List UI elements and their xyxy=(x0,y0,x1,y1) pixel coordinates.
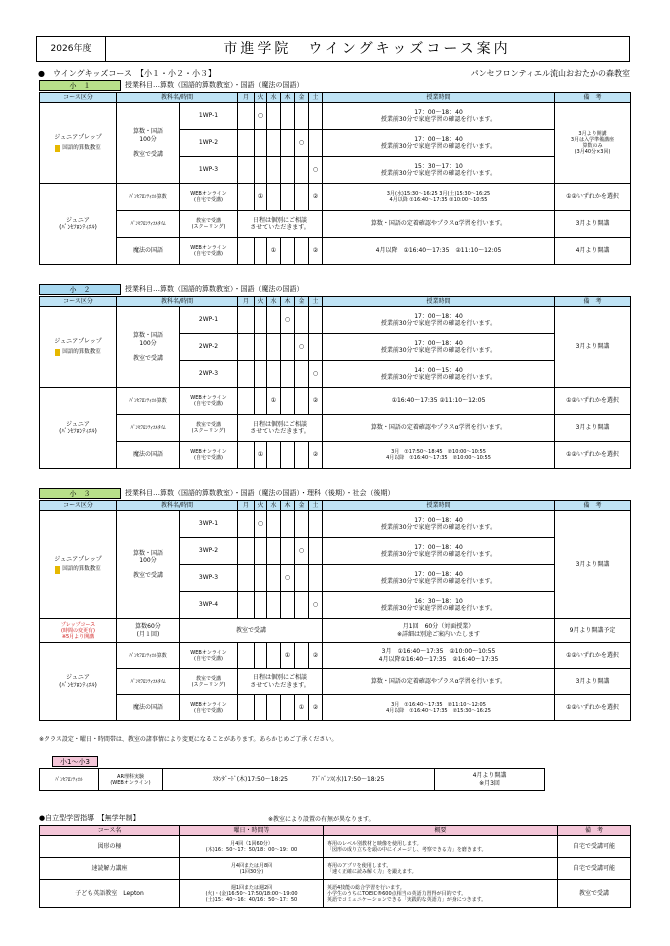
summary-cell: 専用のアプリを使用します。 「速く正確に読み解く力」を鍛えます。 xyxy=(324,858,558,880)
col-subject: 教科名/時間 xyxy=(117,297,238,307)
time-cell: 3月 ①16:40～17:35 ②10:00～10:55 4月以降①16:40～17:35 ②16:40～17:35 xyxy=(323,643,555,669)
grade2-table xyxy=(39,296,631,469)
day-mark: ○ xyxy=(309,592,323,619)
col-wed: 水 xyxy=(267,501,281,511)
time-cell: 算数・国語の定着確認やプラスα学習を行います。 xyxy=(323,669,555,695)
col-note: 備 考 xyxy=(555,501,631,511)
subject-cell: 魔法の国語 xyxy=(117,695,180,721)
school-name: パンセフロンティエル流山おおたかの森教室 xyxy=(470,69,630,78)
subject-cell: ﾊﾟﾝｾﾌﾛﾝﾃｨｴﾙ算数 xyxy=(117,388,180,415)
badge-icon: 国語的算数教室 xyxy=(55,566,101,574)
mode-cell: WEBオンライン (自宅で受講) xyxy=(180,695,238,721)
day-mark: ○ xyxy=(295,334,309,361)
category-cell: ジュニアプレップ 国語的算数教室 xyxy=(40,307,117,388)
page-header xyxy=(36,36,630,62)
col-mon: 月 xyxy=(238,93,255,103)
day-mark: ② xyxy=(309,388,323,415)
self-table xyxy=(39,825,631,908)
year-label: 2026年度 xyxy=(37,37,106,61)
subject-cell: 算数・国語 100分 教室で受講 xyxy=(117,511,180,619)
time-cell: 17：00～18：40 授業前30分で家庭学習の確認を行います。 xyxy=(323,103,555,130)
col-sat: 土 xyxy=(309,93,323,103)
subject-cell: ﾊﾟﾝｾﾌﾛﾝﾃｨｴﾙﾀｲﾑ xyxy=(117,415,180,442)
day-mark: ○ xyxy=(295,130,309,157)
subject-cell: 算数・国語 100分 教室で受講 xyxy=(117,307,180,388)
col-fri: 金 xyxy=(295,501,309,511)
category-cell: ジュニア (ﾊﾟﾝｾﾌﾛﾝﾃｨｴﾙ) xyxy=(40,643,117,721)
disclaimer: ※クラス設定・曜日・時間帯は、教室の諸事情により変更になることがあります。あらかじめご了承ください。 xyxy=(39,736,338,743)
when-cell: 月4回（1回60分） (木)16：50～17：50/18：00～19：00 xyxy=(180,836,324,858)
category-cell: ジュニア (ﾊﾟﾝｾﾌﾛﾝﾃｨｴﾙ) xyxy=(40,184,117,265)
ar-tag: 小1～小3 xyxy=(52,756,98,767)
col-tue: 火 xyxy=(255,501,267,511)
subject-cell: 魔法の国語 xyxy=(117,442,180,469)
time-cell: 算数・国語の定着確認やプラスα学習を行います。 xyxy=(323,211,555,238)
mode-cell: WEBオンライン (自宅で受講) xyxy=(180,238,238,265)
col-fri: 金 xyxy=(295,93,309,103)
day-mark: ① xyxy=(267,238,281,265)
note-cell: 3月より開講 xyxy=(555,211,631,238)
col-mon: 月 xyxy=(238,297,255,307)
badge-icon: 国語的算数教室 xyxy=(55,349,101,357)
day-mark: ① xyxy=(255,442,267,469)
col-thu: 木 xyxy=(281,297,295,307)
schedule-note: 日程は個別にご相談 させていただきます。 xyxy=(238,211,323,238)
col-wed: 水 xyxy=(267,297,281,307)
note-cell: ①②いずれかを選択 xyxy=(555,442,631,469)
time-cell: 4月以降 ①16:40～17:35 ②11:10～12:05 xyxy=(323,238,555,265)
col-note: 備 考 xyxy=(555,297,631,307)
mode-cell: 教室で受講 (スクーリング) xyxy=(180,669,238,695)
class-code: 1WP-1 xyxy=(180,103,238,130)
col-mon: 月 xyxy=(238,501,255,511)
subject-cell: 算数・国語 100分 教室で受講 xyxy=(117,103,180,184)
time-cell: 17：00～18：40 授業前30分で家庭学習の確認を行います。 xyxy=(323,511,555,538)
category-cell: ジュニア (ﾊﾟﾝｾﾌﾛﾝﾃｨｴﾙ) xyxy=(40,388,117,469)
category-cell: ジュニアプレップ 国語的算数教室 xyxy=(40,103,117,184)
col-when: 曜日・時間等 xyxy=(180,826,324,836)
col-thu: 木 xyxy=(281,93,295,103)
col-summary: 概要 xyxy=(324,826,558,836)
class-code: 3WP-3 xyxy=(180,565,238,592)
time-cell: 算数・国語の定着確認やプラスα学習を行います。 xyxy=(323,415,555,442)
col-time: 授業時間 xyxy=(323,501,555,511)
time-cell: 3月 ①17:50～18:45 ②10:00～10:55 4月以降 ①16:40～17:35 ②10:00～10:55 xyxy=(323,442,555,469)
mode-cell: WEBオンライン (自宅で受講) xyxy=(180,643,238,669)
time-cell: 3月 ①16:40～17:35 ②11:10～12:05 4月以降 ①16:40～17:35 ②15:30～16:25 xyxy=(323,695,555,721)
col-note: 備 考 xyxy=(558,826,631,836)
time-cell: ①16:40～17:35 ②11:10～12:05 xyxy=(323,388,555,415)
time-cell: 17：00～18：40 授業前30分で家庭学習の確認を行います。 xyxy=(323,130,555,157)
schedule-note: 日程は個別にご相談 させていただきます。 xyxy=(238,669,323,695)
category-cell: プレップコース (時間の変更有) ※5月より開講 xyxy=(40,619,117,643)
note-cell: 9月より開講予定 xyxy=(555,619,631,643)
day-mark: ① xyxy=(281,643,295,669)
time-cell: 17：00～18：40 授業前30分で家庭学習の確認を行います。 xyxy=(323,307,555,334)
subject-cell: ﾊﾟﾝｾﾌﾛﾝﾃｨｴﾙ算数 xyxy=(117,184,180,211)
subject-cell: ﾊﾟﾝｾﾌﾛﾝﾃｨｴﾙﾀｲﾑ xyxy=(117,211,180,238)
subject-cell: ﾊﾟﾝｾﾌﾛﾝﾃｨｴﾙ算数 xyxy=(117,643,180,669)
col-fri: 金 xyxy=(295,297,309,307)
day-mark: ○ xyxy=(309,157,323,184)
note-cell: ①②いずれかを選択 xyxy=(555,184,631,211)
time-cell: 17：00～18：40 授業前30分で家庭学習の確認を行います。 xyxy=(323,538,555,565)
self-heading: ●自立型学習指導 【無学年制】 xyxy=(39,814,140,822)
class-code: 2WP-1 xyxy=(180,307,238,334)
when-cell: 週1回または週2回 (火)・(金)16:50～17:50/18:00～19:00 (土)15：40～16：40/16：50～17：50 xyxy=(180,880,324,908)
table-row: 子ども英語教室 Lepton xyxy=(40,880,180,908)
mode-cell: 教室で受講 (スクーリング) xyxy=(180,211,238,238)
mode-cell: WEBオンライン (自宅で受講) xyxy=(180,388,238,415)
note-cell: ①②いずれかを選択 xyxy=(555,388,631,415)
note-cell: 3月より開講 xyxy=(555,415,631,442)
day-mark: ○ xyxy=(281,307,295,334)
ar-course: AR理科実験 (WEBオンライン) xyxy=(99,769,163,791)
col-note: 備 考 xyxy=(555,93,631,103)
col-name: コース名 xyxy=(40,826,180,836)
class-code: 1WP-3 xyxy=(180,157,238,184)
note-cell: 3月より開講 xyxy=(555,307,631,388)
grade1-subjects: 授業科目…算数（国語的算数教室）・国語（魔法の国語） xyxy=(125,81,304,89)
grade3-bar xyxy=(39,488,630,499)
day-mark: ○ xyxy=(255,511,267,538)
grade3-subjects: 授業科目…算数（国語的算数教室）・国語（魔法の国語）・理科（後期）・社会（後期） xyxy=(125,489,395,497)
self-memo: ※教室により設置の有無が異なります。 xyxy=(268,816,375,823)
day-mark: ① xyxy=(267,388,281,415)
day-mark: ① xyxy=(295,695,309,721)
note-cell: ①②いずれかを選択 xyxy=(555,695,631,721)
day-mark: ② xyxy=(309,442,323,469)
col-time: 授業時間 xyxy=(323,93,555,103)
summary-cell: 英語4技能の総合学習を行います。 小学生のうちにTOEIC®600点相当の英語力習得が目的です。 英語でコミュニケーションできる「実践的な英語力」が身につきます。 xyxy=(324,880,558,908)
time-cell: 17：00～18：40 授業前30分で家庭学習の確認を行います。 xyxy=(323,334,555,361)
col-sat: 土 xyxy=(309,297,323,307)
note-cell: 自宅で受講可能 xyxy=(558,836,631,858)
ar-time: ｽﾀﾝﾀﾞｰﾄﾞ(木)17:50～18:25 ｱﾄﾞﾊﾞﾝｽ(水)17:50～18:25 xyxy=(163,769,435,791)
time-cell: 月1回 60分（対面授業） ※詳細は別途ご案内いたします xyxy=(323,619,555,643)
mode-cell: WEBオンライン (自宅で受講) xyxy=(180,442,238,469)
note-cell: 3月より開講 xyxy=(555,669,631,695)
subject-cell: 魔法の国語 xyxy=(117,238,180,265)
col-thu: 木 xyxy=(281,501,295,511)
note-cell: 自宅で受講可能 xyxy=(558,858,631,880)
ar-table xyxy=(39,768,545,791)
day-mark: ② xyxy=(309,643,323,669)
table-row: 速読解力講座 xyxy=(40,858,180,880)
day-mark: ○ xyxy=(255,103,267,130)
class-code: 3WP-2 xyxy=(180,538,238,565)
day-mark: ○ xyxy=(281,565,295,592)
note-cell: 3月より開講 xyxy=(555,511,631,619)
course-heading: ● ウイングキッズコース 【小１・小２・小３】 xyxy=(38,69,217,78)
note-cell: ①②いずれかを選択 xyxy=(555,643,631,669)
mode-cell: 教室で受講 xyxy=(180,619,323,643)
class-code: 2WP-2 xyxy=(180,334,238,361)
course-heading-line xyxy=(38,68,630,79)
col-subject: 教科名/時間 xyxy=(117,501,238,511)
day-mark: ② xyxy=(309,184,323,211)
col-category: コース区分 xyxy=(40,501,117,511)
ar-note: 4月より開講 ※月3回 xyxy=(435,769,545,791)
when-cell: 月4回または月8回 (1回30分) xyxy=(180,858,324,880)
grade1-table xyxy=(39,92,631,265)
day-mark: ① xyxy=(255,184,267,211)
schedule-note: 日程は個別にご相談 させていただきます。 xyxy=(238,415,323,442)
grade2-bar xyxy=(39,284,630,295)
day-mark: ② xyxy=(309,238,323,265)
subject-cell: 算数60分 (月１回) xyxy=(117,619,180,643)
col-tue: 火 xyxy=(255,93,267,103)
mode-cell: 教室で受講 (スクーリング) xyxy=(180,415,238,442)
class-code: 3WP-1 xyxy=(180,511,238,538)
grade2-tag: 小 ２ xyxy=(39,284,121,295)
col-tue: 火 xyxy=(255,297,267,307)
col-category: コース区分 xyxy=(40,93,117,103)
class-code: 1WP-2 xyxy=(180,130,238,157)
col-sat: 土 xyxy=(309,501,323,511)
day-mark: ② xyxy=(309,695,323,721)
mode-cell: WEBオンライン (自宅で受講) xyxy=(180,184,238,211)
col-wed: 水 xyxy=(267,93,281,103)
class-code: 3WP-4 xyxy=(180,592,238,619)
ar-label: ﾊﾟﾝｾﾌﾛﾝﾃｨｴﾙ xyxy=(40,769,99,791)
category-cell: ジュニアプレップ 国語的算数教室 xyxy=(40,511,117,619)
grade3-tag: 小 ３ xyxy=(39,488,121,499)
table-row: 図形の極 xyxy=(40,836,180,858)
page-title: 市進学院 ウイングキッズコース案内 xyxy=(223,41,511,57)
note-cell: 3月より開講 3月は入学準備講座 算数のみ (3月40分×3回) xyxy=(555,103,631,184)
day-mark: ○ xyxy=(309,361,323,388)
summary-cell: 専用のレベル別教材と映像を使用します。 「図形の成り立ちを頭の中にイメージし、考察できる力」を磨きます。 xyxy=(324,836,558,858)
col-subject: 教科名/時間 xyxy=(117,93,238,103)
col-time: 授業時間 xyxy=(323,297,555,307)
note-cell: 4月より開講 xyxy=(555,238,631,265)
grade1-bar xyxy=(39,80,630,91)
grade2-subjects: 授業科目…算数（国語的算数教室）・国語（魔法の国語） xyxy=(125,285,304,293)
class-code: 2WP-3 xyxy=(180,361,238,388)
grade3-table xyxy=(39,500,631,721)
time-cell: 3月(水)15:30～16:25 3月(土)15:30～16:25 4月以降 ①16:40～17:35 ②10:00～10:55 xyxy=(323,184,555,211)
badge-icon: 国語的算数教室 xyxy=(55,145,101,153)
col-category: コース区分 xyxy=(40,297,117,307)
time-cell: 15：30～17：10 授業前30分で家庭学習の確認を行います。 xyxy=(323,157,555,184)
time-cell: 16：30～18：10 授業前30分で家庭学習の確認を行います。 xyxy=(323,592,555,619)
time-cell: 17：00～18：40 授業前30分で家庭学習の確認を行います。 xyxy=(323,565,555,592)
day-mark: ○ xyxy=(295,538,309,565)
time-cell: 14：00～15：40 授業前30分で家庭学習の確認を行います。 xyxy=(323,361,555,388)
subject-cell: ﾊﾟﾝｾﾌﾛﾝﾃｨｴﾙﾀｲﾑ xyxy=(117,669,180,695)
note-cell: 教室で受講 xyxy=(558,880,631,908)
grade1-tag: 小 １ xyxy=(39,80,121,91)
